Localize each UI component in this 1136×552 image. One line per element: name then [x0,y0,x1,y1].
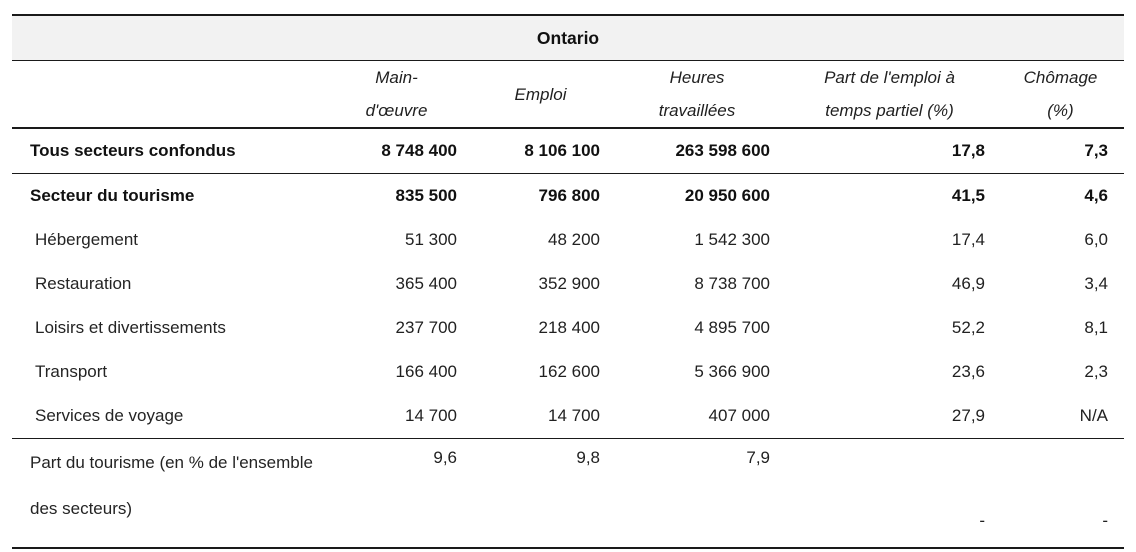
value-cell: 365 400 [395,274,457,293]
table-row [12,262,1124,306]
value-cell: 263 598 600 [675,141,770,160]
value-cell: - [979,511,985,530]
value-cell: 5 366 900 [694,362,770,381]
value-cell: 8 748 400 [381,141,457,160]
value-cell: 51 300 [405,230,457,249]
value-cell: 166 400 [395,362,457,381]
column-header-label: Emploi [514,84,567,104]
value-cell: 52,2 [951,318,985,337]
table-row [12,174,1124,219]
row-label: Loisirs et divertissements [35,318,226,337]
row-label: Secteur du tourisme [30,186,195,205]
row-label: Tous secteurs confondus [30,141,236,160]
column-header-label: Chômage (%) [1023,68,1098,120]
value-cell: 8 106 100 [524,141,600,160]
value-cell: 3,4 [1084,274,1109,293]
value-cell: 796 800 [538,186,600,205]
table-row [12,350,1124,394]
corner-cell [12,61,324,129]
column-header-2 [469,61,612,129]
column-header-4 [782,61,997,129]
row-label: Services de voyage [35,406,184,425]
value-cell: 41,5 [951,186,985,205]
value-cell: 2,3 [1084,362,1109,381]
value-cell: 17,8 [951,141,985,160]
table-row [12,306,1124,350]
column-header-5 [997,61,1124,129]
value-cell: 7,3 [1084,141,1109,160]
column-header-row [12,61,1124,129]
column-header-3 [612,61,782,129]
value-cell: 6,0 [1084,230,1109,249]
value-cell: 14 700 [405,406,457,425]
value-cell: 407 000 [708,406,770,425]
table-body [12,128,1124,548]
column-header-label: Heures travaillées [658,68,736,120]
value-cell: 23,6 [951,362,985,381]
value-cell: N/A [1079,406,1109,425]
value-cell: 835 500 [395,186,457,205]
table-row [12,439,1124,549]
value-cell: 9,8 [576,448,600,467]
column-header-label: Main-d'œuvre [365,68,428,120]
table-title-row [12,15,1124,61]
value-cell: 218 400 [538,318,600,337]
value-cell: 9,6 [433,448,457,467]
value-cell: 237 700 [395,318,457,337]
value-cell: 352 900 [538,274,600,293]
value-cell: 27,9 [951,406,985,425]
value-cell: 20 950 600 [684,186,770,205]
column-header-1 [324,61,469,129]
row-label: Restauration [35,274,132,293]
value-cell: 8 738 700 [694,274,770,293]
value-cell: 46,9 [951,274,985,293]
table-row [12,128,1124,174]
value-cell: 48 200 [548,230,600,249]
table-row [12,394,1124,439]
row-label: Hébergement [35,230,139,249]
value-cell: - [1102,511,1109,530]
column-header-label: Part de l'emploi à temps partiel (%) [824,68,955,120]
value-cell: 4 895 700 [694,318,770,337]
value-cell: 162 600 [538,362,600,381]
table-row [12,218,1124,262]
row-label: Transport [35,362,108,381]
value-cell: 14 700 [548,406,600,425]
row-label: Part du tourisme (en % de l'ensemble des secteurs) [30,453,313,518]
table-title: Ontario [536,27,600,48]
tourism-statistics-table [12,14,1124,549]
value-cell: 4,6 [1084,186,1109,205]
value-cell: 8,1 [1084,318,1109,337]
value-cell: 1 542 300 [694,230,770,249]
value-cell: 17,4 [951,230,985,249]
value-cell: 7,9 [746,448,770,467]
